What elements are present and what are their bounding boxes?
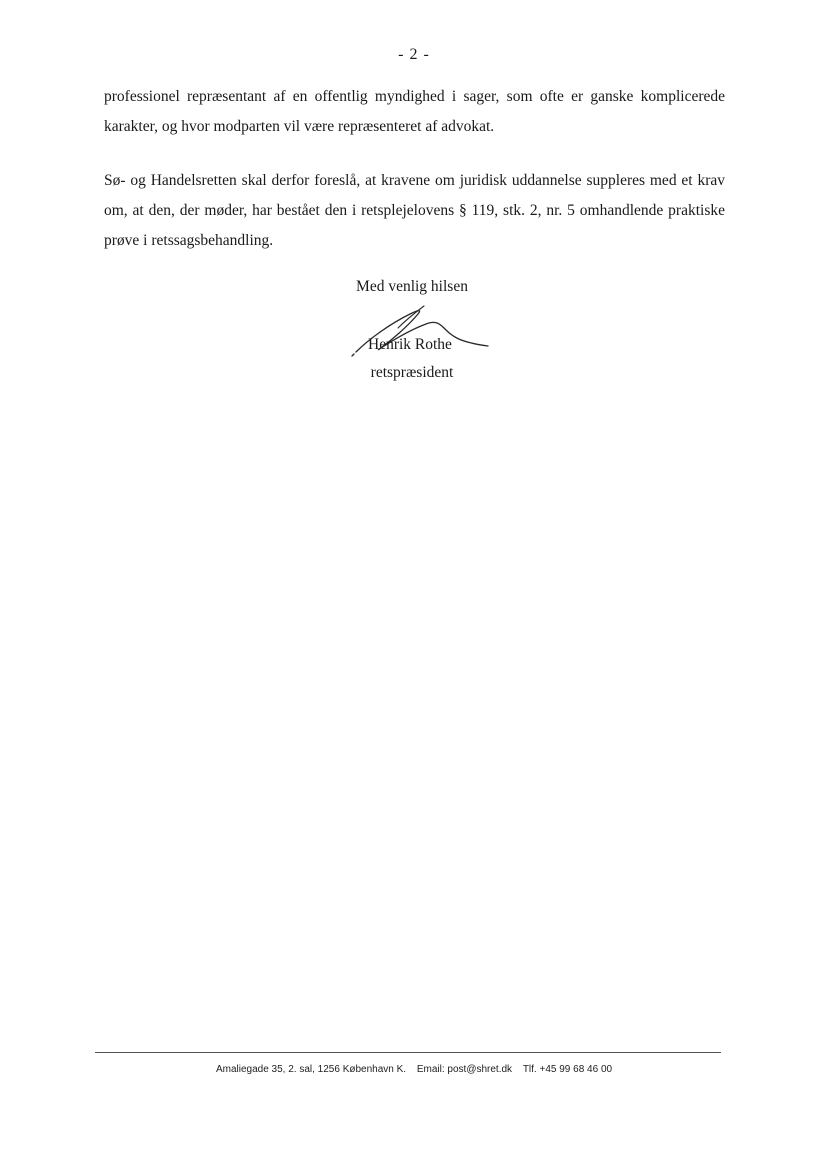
footer-phone: Tlf. +45 99 68 46 00 bbox=[522, 1064, 613, 1075]
body-paragraph-1: professionel repræsentant af en offentlig myndighed i sager, som ofte er ganske komplicerede karakter, og hvor modparten vil være repræsenteret af advokat. bbox=[104, 88, 725, 135]
footer-divider bbox=[95, 1052, 721, 1053]
page-number: - 2 - bbox=[398, 46, 430, 63]
body-paragraph-2: Sø- og Handelsretten skal derfor foreslå, at kravene om juridisk uddannelse suppleres med et krav om, at den, der møder, har bestået den i retsplejelovens § 119, stk. 2, nr. 5 omhandlende praktiske prøve i retssagsbehandling. bbox=[104, 172, 725, 249]
footer-email: Email: post@shret.dk bbox=[416, 1064, 513, 1075]
signer-name: Henrik Rothe bbox=[368, 336, 452, 353]
footer bbox=[0, 1064, 828, 1075]
closing-greeting: Med venlig hilsen bbox=[356, 278, 468, 295]
footer-address: Amaliegade 35, 2. sal, 1256 København K. bbox=[215, 1064, 407, 1075]
signer-title: retspræsident bbox=[370, 364, 454, 381]
